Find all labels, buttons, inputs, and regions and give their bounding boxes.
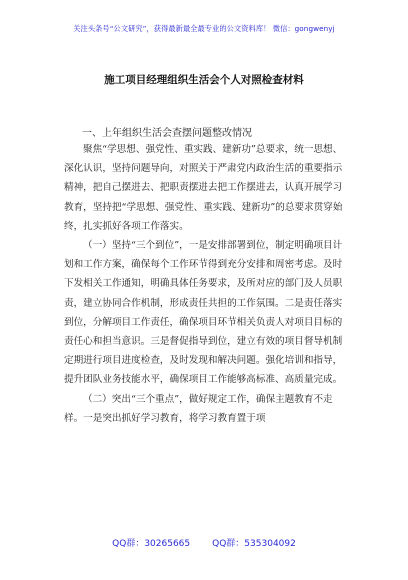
- document-title: 施工项目经理组织生活会个人对照检查材料: [104, 74, 304, 86]
- footer-contact: [0, 536, 408, 549]
- qq-group-1: QQ群：30265665: [112, 539, 191, 549]
- document-body: [64, 140, 346, 428]
- promo-banner: 关注头条号“公文研究”，获得最新最全最专业的公文资料库！ 微信：gongwenyj: [73, 24, 335, 33]
- section-heading: 一、上年组织生活会查摆问题整改情况: [82, 128, 252, 139]
- paragraph-three-priorities: （二）突出“三个重点”，做好规定工作，确保主题教育不走样。一是突出抓好学习教育，将学习教育置于项: [64, 393, 333, 424]
- paragraph-intro: 聚焦“学思想、强党性、重实践、建新功”总要求，统一思想、深化认识，坚持问题导向，对照关于严肃党内政治生活的重要指示精神，把自己摆进去、把职责摆进去把工作摆进去，认真开展学习教育，坚持把“学思想、强党性、重实践、建新功”的总要求贯穿始终，扎实抓好各项工作落实。: [64, 144, 343, 232]
- qq-group-2: QQ群：535304092: [212, 539, 296, 549]
- paragraph-three-in-place: （一）坚持“三个到位”，一是安排部署到位，制定明确项目计划和工作方案，确保每个工作环节得到充分安排和周密考虑。及时下发相关工作通知，明确具体任务要求，及所对应的部门及人员职责，建立协同合作机制，形成责任共担的工作氛围。二是责任落实到位，分解项目工作责任，确保项目环节相关负责人对项目目标的责任心和担当意识。三是督促指导到位，建立有效的项目督导机制定期进行项目进度检查，及时发现和解决问题。强化培训和指导，提升团队业务技能水平，确保项目工作能够高标准、高质量完成。: [64, 240, 343, 386]
